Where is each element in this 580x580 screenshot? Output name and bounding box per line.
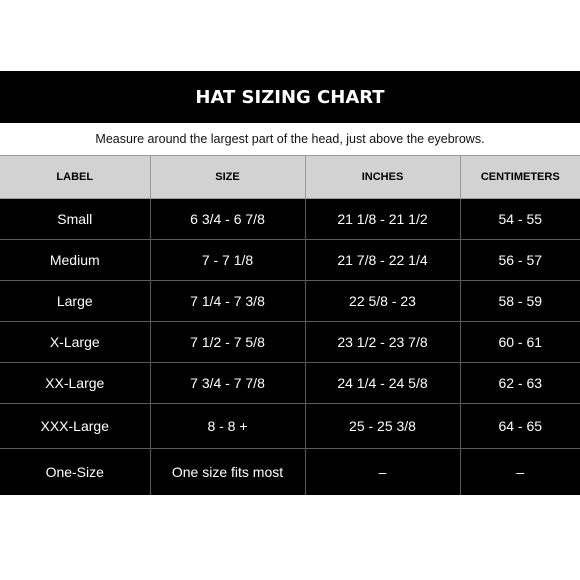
cell-centimeters: 60 - 61 (460, 322, 580, 363)
cell-inches: – (305, 449, 460, 496)
cell-label: X-Large (0, 322, 150, 363)
table-row-xx-large (0, 363, 580, 404)
size-table (0, 155, 580, 495)
column-header-label: LABEL (0, 156, 150, 199)
cell-label: Large (0, 281, 150, 322)
cell-label: XXX-Large (0, 404, 150, 449)
cell-label: XX-Large (0, 363, 150, 404)
cell-label: Medium (0, 240, 150, 281)
cell-label: Small (0, 199, 150, 240)
table-row-large (0, 281, 580, 322)
cell-inches: 22 5/8 - 23 (305, 281, 460, 322)
cell-centimeters: 64 - 65 (460, 404, 580, 449)
cell-inches: 21 7/8 - 22 1/4 (305, 240, 460, 281)
cell-inches: 21 1/8 - 21 1/2 (305, 199, 460, 240)
cell-size: 7 1/2 - 7 5/8 (150, 322, 305, 363)
column-header-centimeters: CENTIMETERS (460, 156, 580, 199)
chart-title: HAT SIZING CHART (0, 71, 580, 123)
table-row-x-large (0, 322, 580, 363)
cell-inches: 24 1/4 - 24 5/8 (305, 363, 460, 404)
cell-size: One size fits most (150, 449, 305, 496)
column-header-size: SIZE (150, 156, 305, 199)
cell-inches: 25 - 25 3/8 (305, 404, 460, 449)
cell-centimeters: 58 - 59 (460, 281, 580, 322)
cell-centimeters: 56 - 57 (460, 240, 580, 281)
cell-centimeters: – (460, 449, 580, 496)
cell-size: 7 3/4 - 7 7/8 (150, 363, 305, 404)
table-row-xxx-large (0, 404, 580, 449)
table-header-row (0, 156, 580, 199)
table-row-one-size (0, 449, 580, 496)
table-row-small (0, 199, 580, 240)
table-row-medium (0, 240, 580, 281)
cell-label: One-Size (0, 449, 150, 496)
cell-size: 7 - 7 1/8 (150, 240, 305, 281)
cell-size: 7 1/4 - 7 3/8 (150, 281, 305, 322)
cell-size: 6 3/4 - 6 7/8 (150, 199, 305, 240)
cell-size: 8 - 8 + (150, 404, 305, 449)
measuring-instructions: Measure around the largest part of the head, just above the eyebrows. (95, 132, 485, 146)
cell-centimeters: 54 - 55 (460, 199, 580, 240)
column-header-inches: INCHES (305, 156, 460, 199)
cell-inches: 23 1/2 - 23 7/8 (305, 322, 460, 363)
cell-centimeters: 62 - 63 (460, 363, 580, 404)
